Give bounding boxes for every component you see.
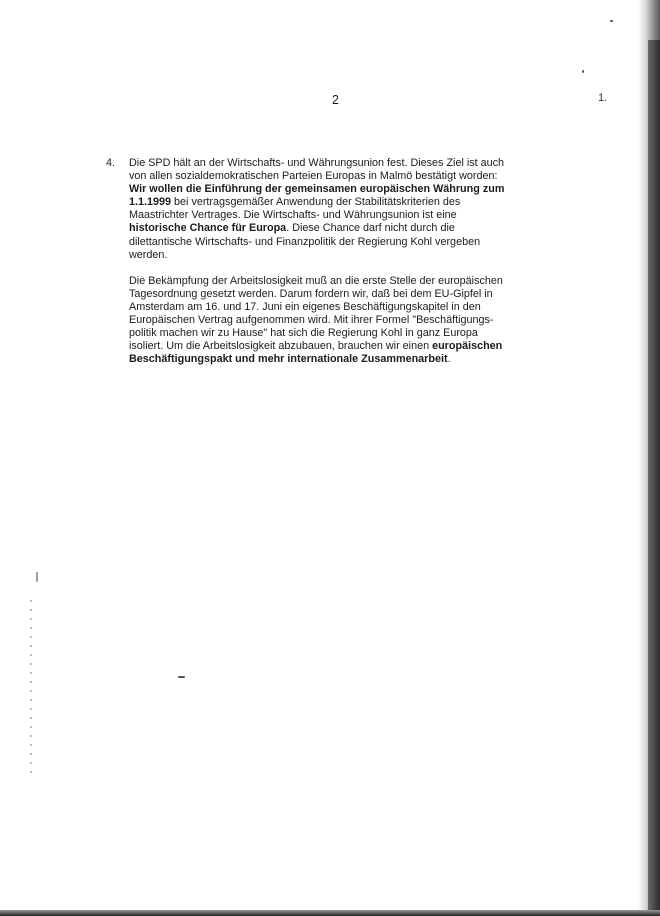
item-number: 4. <box>106 157 116 169</box>
scan-bottom-edge <box>0 910 660 916</box>
text-segment: isoliert. Um die Arbeitslosigkeit abzubauen, brauchen wir einen <box>129 340 433 353</box>
text-segment: . <box>447 353 451 366</box>
scan-speck <box>36 572 38 582</box>
text-line: dilettantische Wirtschafts- und Finanzpolitik der Regierung Kohl vergeben <box>129 235 481 248</box>
paragraph-euro <box>129 157 529 262</box>
text-line: Maastrichter Vertrages. Die Wirtschafts- und Währungsunion ist eine <box>129 209 457 222</box>
paragraph-employment <box>129 275 529 367</box>
text-line: Die Bekämpfung der Arbeitslosigkeit muß an die erste Stelle der europäischen <box>129 274 503 287</box>
text-line-bold: Wir wollen die Einführung der gemeinsamen europäischen Währung zum <box>129 183 505 196</box>
emphasis-bold: Beschäftigungspakt und mehr internationale Zusammenarbeit <box>129 353 448 366</box>
text-line <box>129 222 529 235</box>
text-line <box>129 353 529 366</box>
text-line <box>129 340 529 353</box>
text-line: von allen sozialdemokratischen Parteien Europas in Malmö bestätigt worden: <box>129 170 498 183</box>
scan-dark-edge <box>648 40 660 916</box>
margin-mark: 1. <box>598 92 608 104</box>
page-number: 2 <box>332 93 340 107</box>
date-bold: 1.1.1999 <box>129 196 172 209</box>
item-body <box>129 157 529 366</box>
text-line <box>129 196 529 209</box>
scan-speck <box>582 70 584 73</box>
text-line: werden. <box>129 248 168 261</box>
emphasis-bold: historische Chance für Europa <box>129 222 287 235</box>
scan-left-noise <box>30 600 32 780</box>
text-segment: bei vertragsgemäßer Anwendung der Stabilitätskriterien des <box>171 196 461 209</box>
text-segment: . Diese Chance darf nicht durch die <box>286 222 455 235</box>
text-line: Europäischen Vertrag aufgenommen wird. Mit ihrer Formel "Beschäftigungs- <box>129 314 494 327</box>
emphasis-bold: europäischen <box>432 340 503 353</box>
scan-speck <box>178 676 185 678</box>
text-line: politik machen wir zu Hause" hat sich die Regierung Kohl in ganz Europa <box>129 327 478 340</box>
text-line: Amsterdam am 16. und 17. Juni ein eigenes Beschäftigungskapitel in den <box>129 300 481 313</box>
scan-speck <box>610 20 613 22</box>
text-line: Die SPD hält an der Wirtschafts- und Währungsunion fest. Dieses Ziel ist auch <box>129 157 505 169</box>
text-line: Tagesordnung gesetzt werden. Darum fordern wir, daß bei dem EU-Gipfel in <box>129 287 493 300</box>
